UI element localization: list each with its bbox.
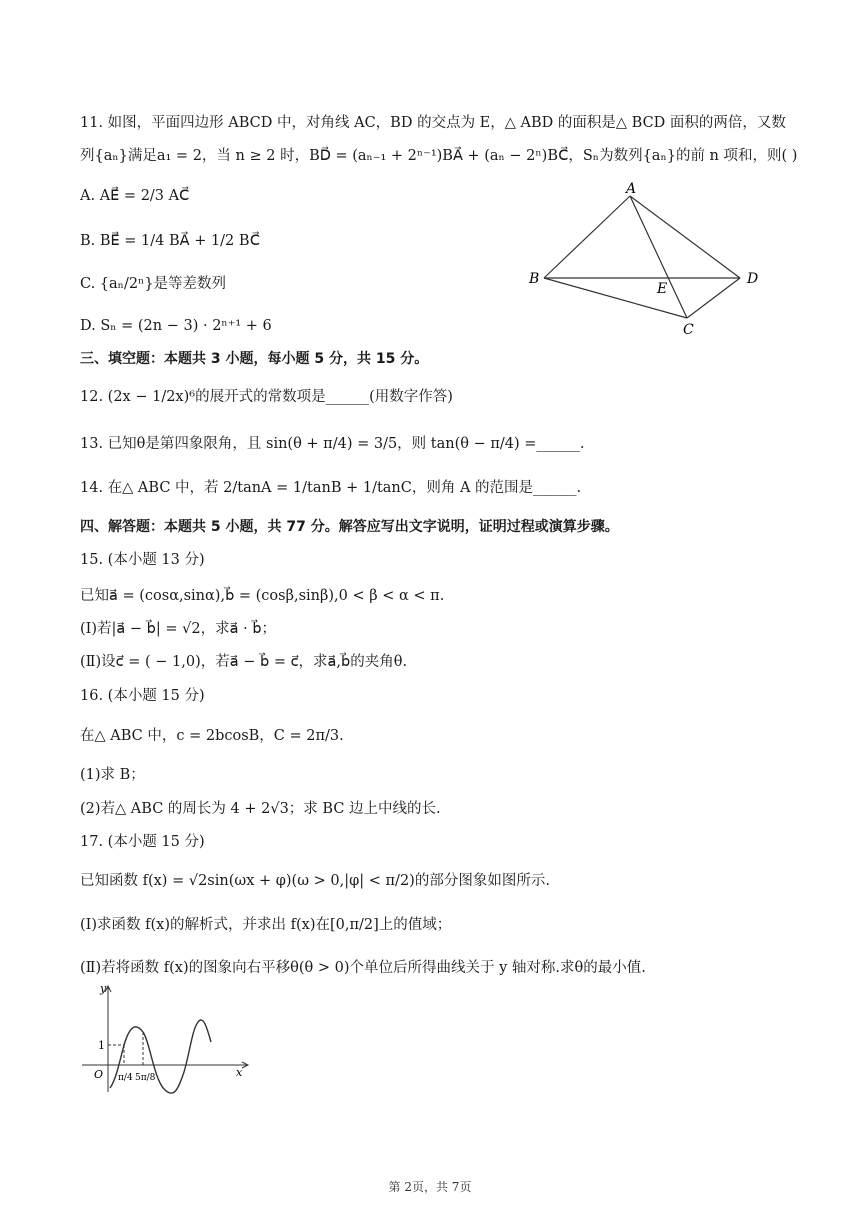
edge-cd [687, 278, 740, 318]
q15-title: 15. (本小题 13 分) [80, 552, 205, 568]
tick-pi4: π/4 [118, 1073, 133, 1083]
section4-heading: 四、解答题：本题共 5 小题，共 77 分。解答应写出文字说明，证明过程或演算步骤。 [80, 519, 619, 535]
q11-option-d: D. Sₙ = (2n − 3) · 2ⁿ⁺¹ + 6 [80, 318, 272, 334]
quadrilateral-figure [520, 182, 770, 342]
q11-line2: 列{aₙ}满足a₁ = 2，当 n ≥ 2 时，BD⃗ = (aₙ₋₁ + 2ⁿ⁻¹)BA⃗ + (aₙ − 2ⁿ)BC⃗，Sₙ为数列{aₙ}的前 n 项和，则( ) [80, 148, 798, 164]
q16-title: 16. (本小题 15 分) [80, 688, 205, 704]
origin-label: O [94, 1068, 104, 1081]
q11-option-c: C. {aₙ/2ⁿ}是等差数列 [80, 276, 227, 292]
label-e: E [657, 281, 668, 297]
q12: 12. (2x − 1/2x)⁶的展开式的常数项是______(用数字作答) [80, 389, 453, 405]
q17-part2: (Ⅱ)若将函数 f(x)的图象向右平移θ(θ > 0)个单位后所得曲线关于 y 轴对称.求θ的最小值. [80, 960, 646, 976]
q16-part2: (2)若△ ABC 的周长为 4 + 2√3；求 BC 边上中线的长. [80, 801, 441, 817]
q15-part2: (Ⅱ)设c⃗ = ( − 1,0)，若a⃗ − b⃗ = c⃗，求a⃗,b⃗的夹角θ. [80, 654, 408, 670]
q16-part1: (1)求 B； [80, 767, 145, 783]
diagonal-ac [630, 196, 687, 318]
q11-option-b: B. BE⃗ = 1/4 BA⃗ + 1/2 BC⃗ [80, 233, 260, 249]
label-a: A [626, 182, 637, 197]
one-label: 1 [98, 1039, 105, 1052]
sine-graph [80, 980, 260, 1095]
q15-stem: 已知a⃗ = (cosα,sinα),b⃗ = (cosβ,sinβ),0 < β < α < π. [80, 588, 445, 604]
q11-line1: 11. 如图，平面四边形 ABCD 中，对角线 AC，BD 的交点为 E，△ ABD 的面积是△ BCD 面积的两倍，又数 [80, 115, 786, 131]
y-axis-label: y [100, 982, 107, 995]
q13: 13. 已知θ是第四象限角，且 sin(θ + π/4) = 3/5，则 tan(θ − π/4) =______. [80, 436, 585, 452]
label-c: C [683, 322, 694, 338]
q15-part1: (Ⅰ)若|a⃗ − b⃗| = √2，求a⃗ · b⃗； [80, 621, 277, 637]
label-b: B [529, 271, 540, 287]
edge-ad [630, 196, 740, 278]
tick-5pi8: 5π/8 [135, 1073, 156, 1083]
page-footer: 第 2页，共 7页 [388, 1180, 472, 1194]
q17-stem: 已知函数 f(x) = √2sin(ωx + φ)(ω > 0,|φ| < π/2)的部分图象如图所示. [80, 873, 550, 889]
x-axis-label: x [236, 1066, 243, 1079]
edge-ab [544, 196, 630, 278]
q16-stem: 在△ ABC 中，c = 2bcosB，C = 2π/3. [80, 728, 344, 744]
q17-title: 17. (本小题 15 分) [80, 834, 205, 850]
q14: 14. 在△ ABC 中，若 2/tanA = 1/tanB + 1/tanC，则角 A 的范围是______. [80, 480, 582, 496]
section3-heading: 三、填空题：本题共 3 小题，每小题 5 分，共 15 分。 [80, 351, 429, 367]
q11-option-a: A. AE⃗ = 2/3 AC⃗ [80, 188, 190, 204]
q17-part1: (Ⅰ)求函数 f(x)的解析式，并求出 f(x)在[0,π/2]上的值域； [80, 917, 452, 933]
label-d: D [747, 271, 759, 287]
